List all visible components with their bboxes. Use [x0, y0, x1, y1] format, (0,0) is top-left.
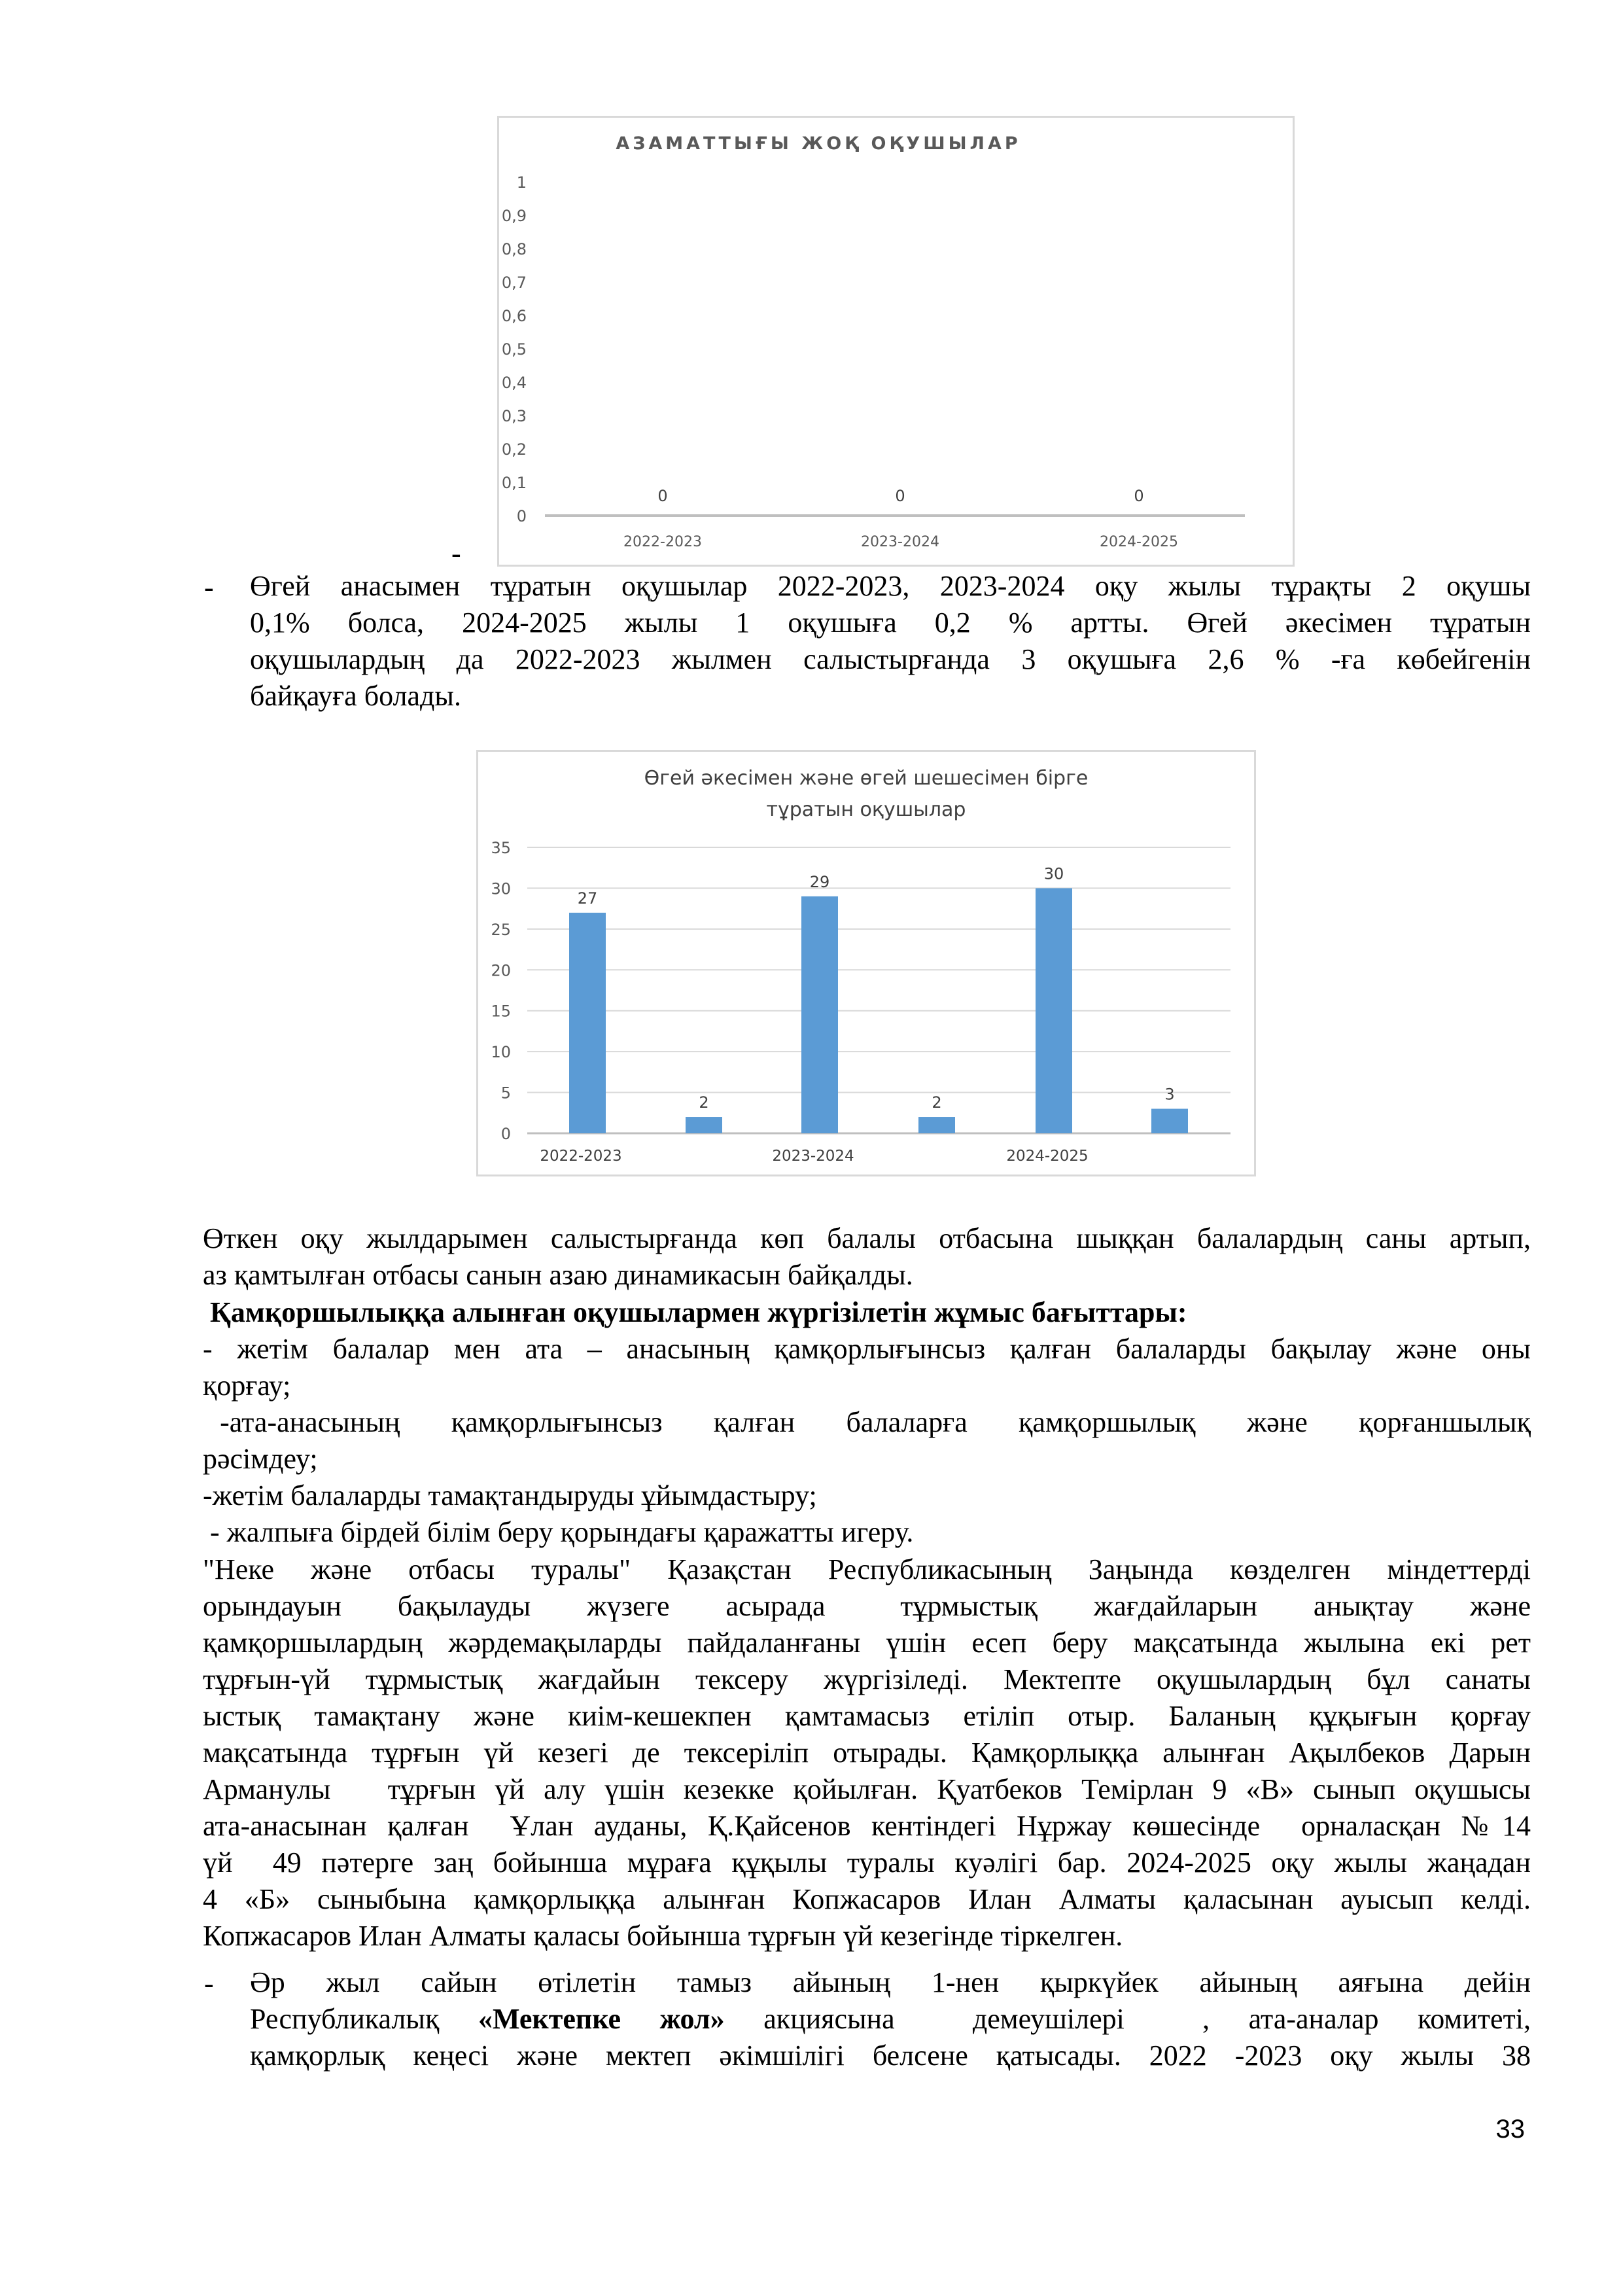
chart1-x-label: 2022-2023	[623, 534, 702, 550]
list-line: рәсімдеу;	[203, 1443, 318, 1475]
chart1-value-label: 0	[657, 487, 668, 505]
chart1-title: АЗАМАТТЫҒЫ ЖОҚ ОҚУШЫЛАР	[616, 133, 1021, 154]
bullet1-line: оқушылардың да 2022-2023 жылмен салыстырғанда 3 оқушыға 2,6 % -ға көбейгенін	[250, 643, 1531, 675]
chart2-value-label: 3	[1164, 1085, 1175, 1104]
chart2-y-tick: 0	[500, 1125, 511, 1143]
bullet2-line2-end: акциясына демеушілері , ата-аналар комитеті,	[724, 2003, 1531, 2035]
summary-line: аз қамтылған отбасы санын азаю динамикасын байқалды.	[203, 1259, 913, 1291]
para-line: тұрғын-үй тұрмыстық жағдайын тексеру жүргізіледі. Мектепте оқушылардың бұл санаты	[203, 1663, 1531, 1695]
chart2-title-line1: Өгей әкесімен және өгей шешесімен бірге	[644, 767, 1089, 790]
chart1-y-tick: 1	[516, 173, 527, 192]
chart2-y-tick: 20	[491, 961, 511, 980]
para-line: қамқоршылардың жәрдемақыларды пайдаланғаны үшін есеп беру мақсатында жылына екі рет	[203, 1627, 1531, 1659]
para-line: "Неке және отбасы туралы" Қазақстан Республикасының Заңында көзделген міндеттерді	[203, 1553, 1531, 1585]
bullet1-line: 0,1% болса, 2024-2025 жылы 1 оқушыға 0,2 % артты. Өгей әкесімен тұратын	[250, 607, 1531, 639]
bullet1-line: Өгей анасымен тұратын оқушылар 2022-2023, 2023-2024 оқу жылы тұрақты 2 оқушы	[250, 570, 1531, 602]
chart1-y-tick: 0,4	[501, 374, 527, 392]
bullet1-line: байқауға болады.	[250, 680, 461, 712]
chart2-bar	[569, 913, 606, 1133]
chart2-bar	[1151, 1109, 1188, 1133]
list-line: - жетім балалар мен ата – анасының қамқорлығынсыз қалған балаларды бақылау және оны	[203, 1333, 1531, 1365]
chart1-x-label: 2023-2024	[861, 534, 939, 550]
list-line: - жалпыға бірдей білім беру қорындағы қаражатты игеру.	[203, 1516, 914, 1548]
chart2-value-label: 30	[1043, 864, 1064, 883]
work-directions-list	[203, 1331, 1531, 1551]
chart2-x-label: 2024-2025	[1006, 1148, 1089, 1165]
para-line: үй 49 пәтерге заң бойынша мұраға құқылы туралы куәлігі бар. 2024-2025 оқу жылы жаңадан	[203, 1846, 1531, 1879]
para-line: ыстық тамақтану және киім-кешекпен қамтамасыз етіліп отыр. Баланың құқығын қорғау	[203, 1700, 1531, 1732]
stray-dash: -	[451, 537, 461, 569]
para-line: Копжасаров Илан Алматы қаласы бойынша тұрғын үй кезегінде тіркелген.	[203, 1920, 1123, 1952]
chart-no-citizenship	[497, 116, 1295, 567]
chart1-y-tick: 0,5	[501, 340, 527, 359]
chart1-y-tick: 0,6	[501, 307, 527, 325]
chart1-canvas	[499, 118, 1293, 565]
bullet2-marker: -	[204, 1968, 214, 2000]
chart2-y-tick: 5	[500, 1084, 511, 1103]
list-line: қорғау;	[203, 1369, 291, 1402]
para-line: Арманулы тұрғын үй алу үшін кезекке қойылған. Қуатбеков Темірлан 9 «В» сынып оқушысы	[203, 1773, 1531, 1805]
chart2-x-label: 2023-2024	[772, 1148, 854, 1165]
chart1-y-tick: 0,8	[501, 240, 527, 258]
chart2-bar	[918, 1117, 955, 1133]
chart2-y-tick: 25	[491, 920, 511, 939]
bullet2-line: қамқорлық кеңесі және мектеп әкімшілігі белсене қатысады. 2022 -2023 оқу жылы 38	[250, 2040, 1531, 2072]
chart1-value-label: 0	[1134, 487, 1144, 505]
chart1-y-tick: 0,9	[501, 207, 527, 225]
bullet2-line2	[250, 2001, 1531, 2038]
chart2-y-tick: 30	[491, 879, 511, 898]
chart-step-parents	[476, 750, 1256, 1176]
chart2-value-label: 27	[577, 889, 598, 908]
chart2-x-label: 2022-2023	[540, 1148, 622, 1165]
campaign-name: «Мектепке жол»	[478, 2003, 725, 2035]
chart2-value-label: 29	[809, 872, 830, 891]
guardianship-paragraph	[203, 1551, 1531, 1954]
chart2-bar	[801, 896, 838, 1133]
para-line: орындауын бақылауды жүзеге асырада тұрмыстық жағдайларын анықтау және	[203, 1590, 1531, 1622]
bullet1-text	[250, 568, 1531, 715]
section-heading: Қамқоршылыққа алынған оқушылармен жүргізілетін жұмыс бағыттары:	[203, 1296, 1187, 1328]
chart1-y-tick: 0,2	[501, 440, 527, 459]
bullet2-line2-start: Республикалық	[250, 2003, 478, 2035]
list-line: -ата-анасының қамқорлығынсыз қалған балаларға қамқоршылық және қорғаншылық	[203, 1406, 1531, 1438]
chart2-title-line2: тұратын оқушылар	[766, 798, 966, 821]
bullet2-line: Әр жыл сайын өтілетін тамыз айының 1-нен қыркүйек айының аяғына дейін	[250, 1966, 1531, 1998]
chart1-x-label: 2024-2025	[1100, 534, 1178, 550]
chart1-y-tick: 0,7	[501, 274, 527, 292]
chart2-canvas	[478, 752, 1254, 1174]
chart2-bar	[1036, 888, 1072, 1133]
bullet2-text	[250, 1964, 1531, 2074]
summary-paragraph	[203, 1220, 1531, 1294]
chart2-y-tick: 10	[491, 1043, 511, 1062]
chart2-value-label: 2	[932, 1093, 942, 1112]
bullet1-marker: -	[204, 571, 214, 603]
para-line: ата-анасынан қалған Ұлан ауданы, Қ.Қайсенов кентіндегі Нұржау көшесінде орналасқан №14	[203, 1810, 1531, 1842]
list-line: -жетім балаларды тамақтандыруды ұйымдастыру;	[203, 1479, 817, 1511]
chart1-y-tick: 0,1	[501, 474, 527, 492]
chart1-y-tick: 0,3	[501, 407, 527, 425]
chart2-y-tick: 15	[491, 1002, 511, 1021]
summary-line: Өткен оқу жылдарымен салыстырғанда көп балалы отбасына шыққан балалардың саны артып,	[203, 1222, 1531, 1254]
chart2-y-tick: 35	[491, 839, 511, 857]
chart1-value-label: 0	[895, 487, 905, 505]
chart2-value-label: 2	[699, 1093, 709, 1112]
para-line: мақсатында тұрғын үй кезегі де тексеріліп отырады. Қамқорлыққа алынған Ақылбеков Дарын	[203, 1737, 1531, 1769]
chart1-y-tick: 0	[516, 507, 527, 525]
chart2-bar	[686, 1117, 722, 1133]
para-line: 4 «Б» сыныбына қамқорлыққа алынған Копжасаров Илан Алматы қаласынан ауысып келді.	[203, 1883, 1531, 1915]
page-number: 33	[1495, 2115, 1525, 2144]
